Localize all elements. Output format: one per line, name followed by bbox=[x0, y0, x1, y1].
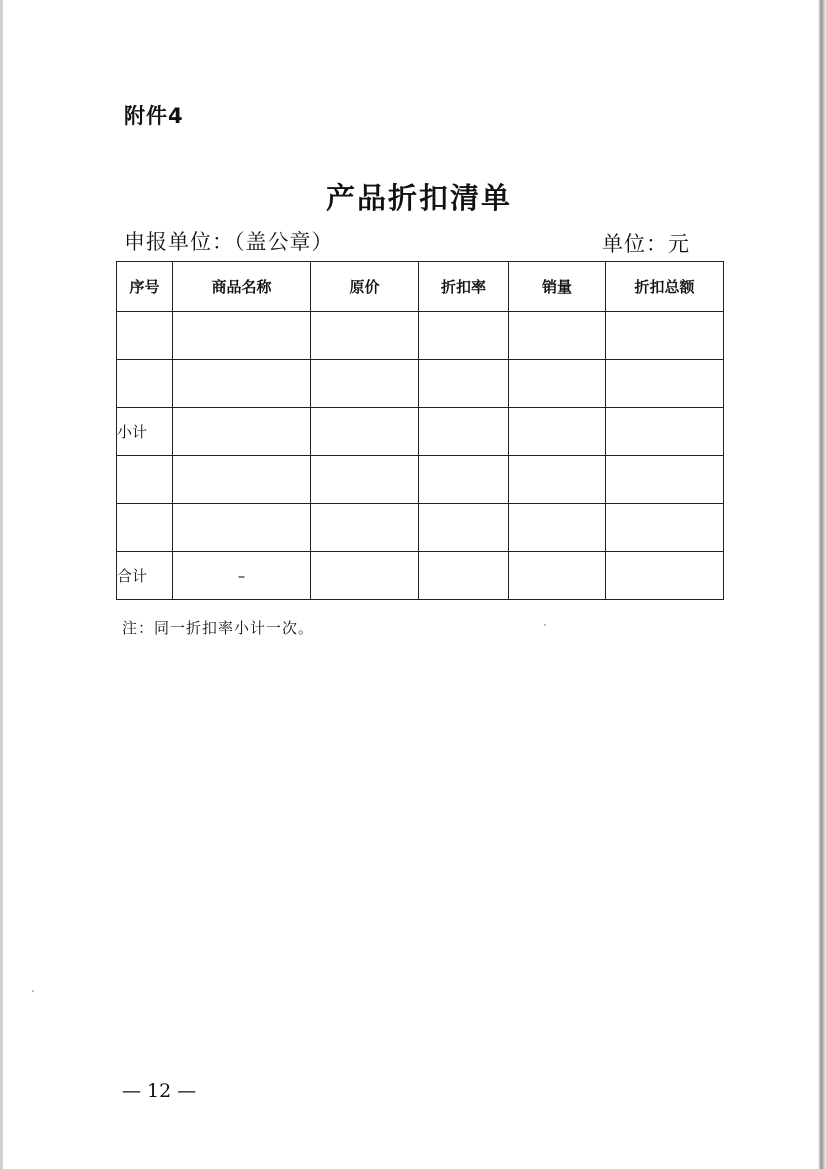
currency-unit-label: 单位：元 bbox=[602, 232, 690, 256]
table-cell bbox=[419, 552, 509, 600]
table-cell bbox=[173, 456, 311, 504]
page-number: — 12 — bbox=[122, 1080, 197, 1102]
applicant-label: 申报单位：（盖公章） bbox=[124, 230, 334, 254]
table-cell bbox=[173, 408, 311, 456]
header-serial-no: 序号 bbox=[117, 262, 173, 312]
table-cell bbox=[117, 312, 173, 360]
table-cell bbox=[311, 360, 419, 408]
attachment-label: 附件4 bbox=[124, 104, 184, 128]
table-cell bbox=[419, 408, 509, 456]
scan-speck bbox=[544, 624, 546, 626]
document-title: 产品折扣清单 bbox=[325, 181, 512, 215]
grand-total-label: 合计 bbox=[117, 552, 173, 600]
table-cell bbox=[419, 504, 509, 552]
scan-speck bbox=[32, 990, 34, 992]
table-header-row bbox=[117, 262, 724, 312]
table-cell bbox=[419, 312, 509, 360]
header-sales-volume: 销量 bbox=[509, 262, 606, 312]
table-cell bbox=[606, 504, 724, 552]
table-cell bbox=[311, 312, 419, 360]
subtotal-label: 小计 bbox=[117, 408, 173, 456]
table-cell: – bbox=[173, 552, 311, 600]
table-cell bbox=[509, 408, 606, 456]
table-row bbox=[117, 312, 724, 360]
table-row bbox=[117, 360, 724, 408]
table-cell bbox=[173, 360, 311, 408]
table-cell bbox=[606, 552, 724, 600]
table-cell bbox=[419, 456, 509, 504]
table-cell bbox=[606, 456, 724, 504]
table-cell bbox=[509, 360, 606, 408]
table-cell bbox=[509, 312, 606, 360]
table-cell bbox=[311, 456, 419, 504]
table-row bbox=[117, 504, 724, 552]
table-cell bbox=[117, 360, 173, 408]
table-cell bbox=[173, 504, 311, 552]
footnote: 注：同一折扣率小计一次。 bbox=[122, 619, 315, 637]
header-product-name: 商品名称 bbox=[173, 262, 311, 312]
table-cell bbox=[311, 408, 419, 456]
header-original-price: 原价 bbox=[311, 262, 419, 312]
table-cell bbox=[173, 312, 311, 360]
header-discount-total: 折扣总额 bbox=[606, 262, 724, 312]
table-cell bbox=[509, 504, 606, 552]
discount-table bbox=[116, 261, 724, 600]
subtotal-row bbox=[117, 408, 724, 456]
table-cell bbox=[509, 456, 606, 504]
table-cell bbox=[509, 552, 606, 600]
table-cell bbox=[419, 360, 509, 408]
table-cell bbox=[117, 456, 173, 504]
table-cell bbox=[117, 504, 173, 552]
grand-total-row bbox=[117, 552, 724, 600]
table-cell bbox=[311, 504, 419, 552]
table-cell bbox=[606, 360, 724, 408]
table-row bbox=[117, 456, 724, 504]
table-cell bbox=[606, 312, 724, 360]
table-cell bbox=[606, 408, 724, 456]
header-discount-rate: 折扣率 bbox=[419, 262, 509, 312]
table-cell bbox=[311, 552, 419, 600]
